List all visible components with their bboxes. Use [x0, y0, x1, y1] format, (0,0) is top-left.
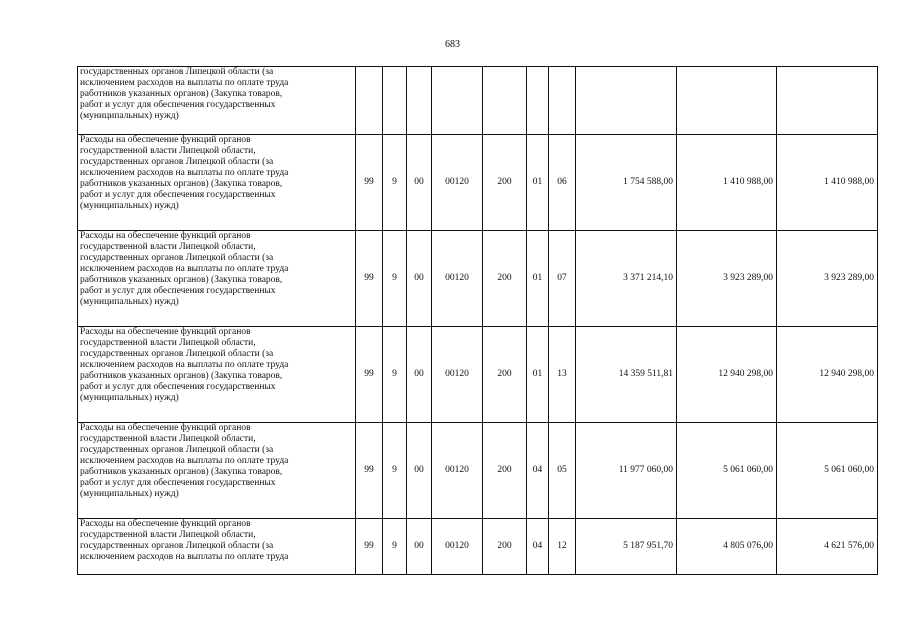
- description-line: Расходы на обеспечение функций органов: [80, 231, 251, 241]
- code-main-event: 00: [407, 327, 432, 423]
- description-line: работ и услуг для обеспечения государственных: [80, 382, 276, 392]
- description-line: исключением расходов на выплаты по оплате труда: [80, 78, 289, 88]
- description-line: государственных органов Липецкой области (за: [80, 67, 274, 77]
- budget-table: [77, 66, 878, 575]
- code-subsection: 06: [549, 135, 576, 231]
- code-subprogram: [383, 67, 407, 135]
- description-line: государственных органов Липецкой области (за: [80, 157, 274, 167]
- code-subprogram: 9: [383, 231, 407, 327]
- row-description: [78, 135, 356, 231]
- code-section: 01: [527, 135, 549, 231]
- code-subprogram: 9: [383, 423, 407, 519]
- table-row: [78, 135, 878, 231]
- row-description: [78, 231, 356, 327]
- description-line: работников указанных органов) (Закупка товаров,: [80, 275, 283, 285]
- code-expense-type: [483, 67, 527, 135]
- description-line: государственной власти Липецкой области,: [80, 146, 256, 156]
- description-line: Расходы на обеспечение функций органов: [80, 327, 251, 337]
- description-line: государственной власти Липецкой области,: [80, 242, 256, 252]
- code-subsection: 12: [549, 519, 576, 575]
- description-line: исключением расходов на выплаты по оплате труда: [80, 552, 289, 562]
- code-subprogram: 9: [383, 327, 407, 423]
- amount-year-3: 1 410 988,00: [777, 135, 878, 231]
- amount-year-1: 3 371 214,10: [576, 231, 677, 327]
- description-line: работ и услуг для обеспечения государственных: [80, 190, 276, 200]
- code-direction: 00120: [432, 519, 483, 575]
- page-number: 683: [445, 39, 460, 50]
- description-line: Расходы на обеспечение функций органов: [80, 519, 251, 529]
- code-section: 01: [527, 231, 549, 327]
- amount-year-1: 14 359 511,81: [576, 327, 677, 423]
- amount-year-3: 3 923 289,00: [777, 231, 878, 327]
- amount-year-2: 4 805 076,00: [677, 519, 777, 575]
- amount-year-1: [576, 67, 677, 135]
- description-line: работ и услуг для обеспечения государственных: [80, 478, 276, 488]
- description-line: работников указанных органов) (Закупка товаров,: [80, 467, 283, 477]
- code-subsection: 07: [549, 231, 576, 327]
- code-program: 99: [356, 135, 383, 231]
- amount-year-3: 12 940 298,00: [777, 327, 878, 423]
- code-program: 99: [356, 327, 383, 423]
- table-row: [78, 231, 878, 327]
- amount-year-2: [677, 67, 777, 135]
- description-line: (муниципальных) нужд): [80, 297, 179, 307]
- code-expense-type: 200: [483, 327, 527, 423]
- table-row: [78, 519, 878, 575]
- description-line: государственных органов Липецкой области (за: [80, 349, 274, 359]
- code-program: 99: [356, 519, 383, 575]
- code-direction: 00120: [432, 423, 483, 519]
- code-main-event: 00: [407, 519, 432, 575]
- table-row: [78, 67, 878, 135]
- amount-year-2: 3 923 289,00: [677, 231, 777, 327]
- code-subsection: [549, 67, 576, 135]
- code-subsection: 05: [549, 423, 576, 519]
- description-line: (муниципальных) нужд): [80, 111, 179, 121]
- code-program: 99: [356, 423, 383, 519]
- code-main-event: 00: [407, 135, 432, 231]
- description-line: государственной власти Липецкой области,: [80, 530, 256, 540]
- description-line: работников указанных органов) (Закупка товаров,: [80, 89, 283, 99]
- code-direction: 00120: [432, 135, 483, 231]
- code-subsection: 13: [549, 327, 576, 423]
- code-direction: [432, 67, 483, 135]
- code-subprogram: 9: [383, 519, 407, 575]
- amount-year-2: 5 061 060,00: [677, 423, 777, 519]
- description-line: исключением расходов на выплаты по оплате труда: [80, 168, 289, 178]
- amount-year-1: 11 977 060,00: [576, 423, 677, 519]
- code-direction: 00120: [432, 327, 483, 423]
- description-line: работников указанных органов) (Закупка товаров,: [80, 371, 283, 381]
- description-line: Расходы на обеспечение функций органов: [80, 423, 251, 433]
- description-line: Расходы на обеспечение функций органов: [80, 135, 251, 145]
- amount-year-1: 1 754 588,00: [576, 135, 677, 231]
- description-line: государственных органов Липецкой области (за: [80, 541, 274, 551]
- amount-year-1: 5 187 951,70: [576, 519, 677, 575]
- amount-year-3: 4 621 576,00: [777, 519, 878, 575]
- row-description: [78, 423, 356, 519]
- table-body: [78, 67, 878, 575]
- code-main-event: 00: [407, 231, 432, 327]
- code-direction: 00120: [432, 231, 483, 327]
- table-row: [78, 327, 878, 423]
- description-line: государственных органов Липецкой области (за: [80, 253, 274, 263]
- description-line: (муниципальных) нужд): [80, 393, 179, 403]
- description-line: (муниципальных) нужд): [80, 201, 179, 211]
- description-line: (муниципальных) нужд): [80, 489, 179, 499]
- description-line: государственной власти Липецкой области,: [80, 338, 256, 348]
- code-expense-type: 200: [483, 231, 527, 327]
- row-description: [78, 67, 356, 135]
- code-section: 01: [527, 327, 549, 423]
- code-program: 99: [356, 231, 383, 327]
- code-main-event: [407, 67, 432, 135]
- description-line: работ и услуг для обеспечения государственных: [80, 100, 276, 110]
- description-line: работников указанных органов) (Закупка товаров,: [80, 179, 283, 189]
- description-line: работ и услуг для обеспечения государственных: [80, 286, 276, 296]
- amount-year-2: 12 940 298,00: [677, 327, 777, 423]
- description-line: исключением расходов на выплаты по оплате труда: [80, 264, 289, 274]
- description-line: исключением расходов на выплаты по оплате труда: [80, 456, 289, 466]
- code-section: 04: [527, 423, 549, 519]
- amount-year-3: [777, 67, 878, 135]
- code-program: [356, 67, 383, 135]
- code-main-event: 00: [407, 423, 432, 519]
- code-expense-type: 200: [483, 519, 527, 575]
- description-line: государственных органов Липецкой области (за: [80, 445, 274, 455]
- row-description: [78, 519, 356, 575]
- amount-year-3: 5 061 060,00: [777, 423, 878, 519]
- code-section: 04: [527, 519, 549, 575]
- amount-year-2: 1 410 988,00: [677, 135, 777, 231]
- code-section: [527, 67, 549, 135]
- code-expense-type: 200: [483, 423, 527, 519]
- table-row: [78, 423, 878, 519]
- description-line: исключением расходов на выплаты по оплате труда: [80, 360, 289, 370]
- row-description: [78, 327, 356, 423]
- description-line: государственной власти Липецкой области,: [80, 434, 256, 444]
- code-expense-type: 200: [483, 135, 527, 231]
- code-subprogram: 9: [383, 135, 407, 231]
